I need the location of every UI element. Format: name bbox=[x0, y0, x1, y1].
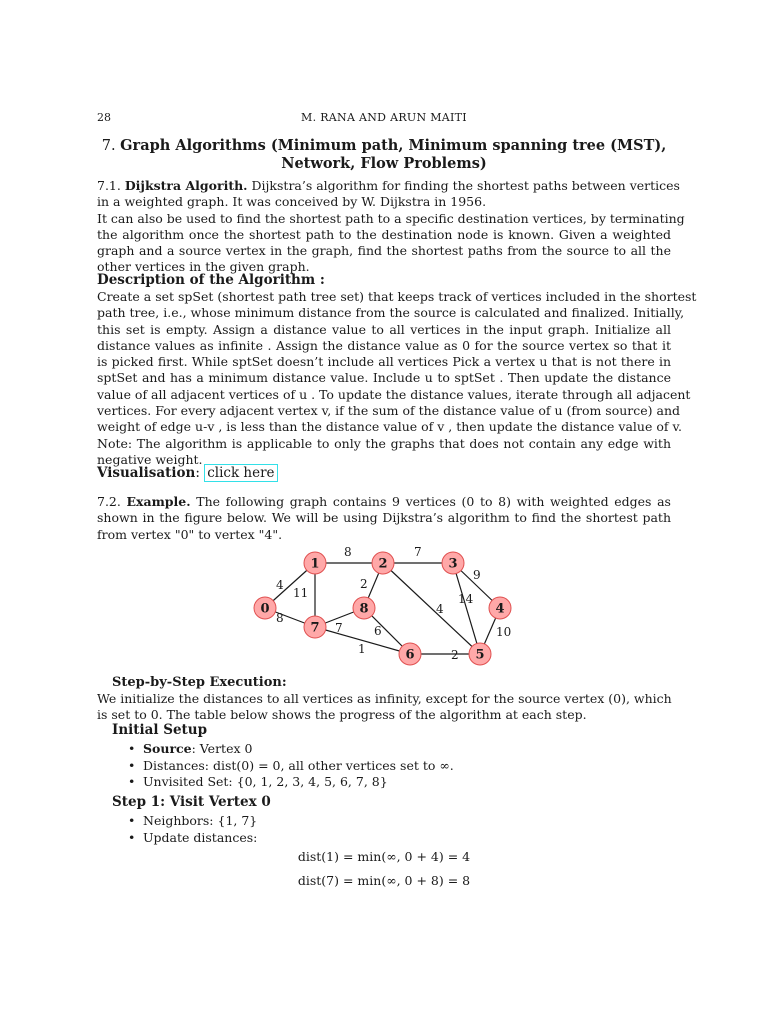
neighbors-text: Neighbors: {1, 7} bbox=[143, 813, 258, 828]
graph-node-5 bbox=[469, 643, 491, 665]
section-title-line2: Network, Flow Problems) bbox=[281, 155, 487, 172]
text: Dijkstra’s algorithm for finding the shortest paths between vertices bbox=[251, 178, 680, 193]
visualisation-link[interactable]: click here bbox=[204, 464, 277, 482]
dijkstra-paragraph bbox=[97, 178, 685, 276]
weighted-graph-figure bbox=[240, 540, 530, 672]
text-line: distance values as infinite . Assign the distance value as 0 for the source vertex so that it bbox=[97, 337, 671, 353]
description-heading: Description of the Algorithm : bbox=[97, 272, 325, 288]
text-line: sptSet and has a minimum distance value. Include u to sptSet . Then update the distance bbox=[97, 370, 671, 386]
graph-node-0 bbox=[254, 597, 276, 619]
section-number: 7. bbox=[101, 138, 116, 154]
node-label: 4 bbox=[495, 601, 505, 617]
text-line: other vertices in the given graph. bbox=[97, 259, 310, 275]
text-line: vertices. For every adjacent vertex v, if the sum of the distance value of u (from source) and bbox=[97, 403, 681, 419]
unvisited-text: Unvisited Set: {0, 1, 2, 3, 4, 5, 6, 7, 8} bbox=[143, 774, 388, 789]
subsection-heading: Dijkstra Algorith. bbox=[124, 178, 248, 193]
visualisation-label: Visualisation bbox=[97, 465, 196, 481]
section-title bbox=[97, 137, 671, 173]
subsection-number: 7.1. bbox=[97, 178, 121, 193]
node-label: 1 bbox=[310, 556, 320, 572]
list-item: • Neighbors: {1, 7} bbox=[128, 813, 258, 828]
example-paragraph bbox=[97, 494, 671, 543]
equation-dist-7: dist(7) = min(∞, 0 + 8) = 8 bbox=[297, 873, 471, 888]
subsection-heading: Example. bbox=[126, 494, 191, 509]
weight-label-1-7: 11 bbox=[293, 586, 309, 600]
node-label: 8 bbox=[359, 601, 369, 617]
step1-list bbox=[128, 813, 257, 846]
text-line: It can also be used to find the shortest path to a specific destination vertices, by terminating bbox=[97, 210, 685, 226]
text-line bbox=[97, 178, 680, 194]
weight-label-6-7: 1 bbox=[358, 642, 366, 656]
text-line: from vertex "0" to vertex "4". bbox=[97, 526, 283, 542]
subsection-number: 7.2. bbox=[97, 494, 121, 509]
equation-dist-1: dist(1) = min(∞, 0 + 4) = 4 bbox=[297, 849, 471, 864]
weight-label-3-4: 9 bbox=[473, 568, 481, 582]
update-text: Update distances: bbox=[143, 829, 258, 845]
running-head: M. RANA AND ARUN MAITI bbox=[301, 111, 467, 124]
node-label: 6 bbox=[405, 647, 415, 663]
text-line: graph and a source vertex in the graph, find the shortest paths from the source to all the bbox=[97, 243, 671, 259]
step1-heading: Step 1: Visit Vertex 0 bbox=[112, 794, 271, 810]
execution-paragraph bbox=[97, 691, 671, 724]
graph-node-8 bbox=[353, 597, 375, 619]
list-item: • Unvisited Set: {0, 1, 2, 3, 4, 5, 6, 7, 8} bbox=[128, 774, 388, 789]
node-label: 2 bbox=[378, 556, 388, 572]
list-item: • Update distances: bbox=[128, 829, 258, 845]
section-title-line1: Graph Algorithms (Minimum path, Minimum spanning tree (MST), bbox=[120, 137, 667, 154]
text-line bbox=[97, 494, 671, 510]
list-item: • Source: Vertex 0 bbox=[128, 741, 253, 756]
text-line: the algorithm once the shortest path to the destination node is known. Given a weighted bbox=[97, 226, 671, 242]
graph-node-2 bbox=[372, 552, 394, 574]
text-line: negative weight. bbox=[97, 451, 203, 467]
weight-label-0-1: 4 bbox=[276, 578, 284, 592]
weight-label-2-3: 7 bbox=[414, 545, 422, 559]
weight-label-0-7: 8 bbox=[276, 611, 284, 625]
weight-label-2-5: 4 bbox=[436, 602, 444, 616]
text-line: is picked first. While sptSet doesn’t include all vertices Pick a vertex u that is not there in bbox=[97, 354, 671, 370]
execution-heading: Step-by-Step Execution: bbox=[112, 675, 287, 690]
weight-label-5-6: 2 bbox=[451, 648, 459, 662]
graph-node-1 bbox=[304, 552, 326, 574]
graph-node-7 bbox=[304, 616, 326, 638]
weight-label-1-2: 8 bbox=[344, 545, 352, 559]
node-label: 0 bbox=[260, 601, 270, 617]
graph-node-3 bbox=[442, 552, 464, 574]
distances-text: Distances: dist(0) = 0, all other vertices set to ∞. bbox=[143, 757, 454, 773]
text-line: this set is empty. Assign a distance value to all vertices in the input graph. Initialize all bbox=[97, 321, 671, 337]
text-line: We initialize the distances to all vertices as infinity, except for the source vertex (0), which bbox=[97, 691, 672, 706]
text-line: weight of edge u-v , is less than the distance value of v , then update the distance value of v. bbox=[97, 419, 682, 435]
source-value: : Vertex 0 bbox=[191, 741, 253, 756]
text-line: Create a set spSet (shortest path tree set) that keeps track of vertices included in the shortest bbox=[97, 289, 697, 304]
graph-node-6 bbox=[399, 643, 421, 665]
visualisation-row bbox=[97, 465, 278, 481]
node-label: 7 bbox=[310, 620, 320, 636]
text-line: path tree, i.e., whose minimum distance from the source is calculated and finalized. Initially, bbox=[97, 305, 685, 321]
text-line: Note: The algorithm is applicable to only the graphs that does not contain any edge with bbox=[97, 435, 671, 451]
weight-label-4-5: 10 bbox=[496, 625, 512, 639]
visualisation-colon: : bbox=[195, 465, 200, 481]
weight-label-2-8: 2 bbox=[360, 577, 368, 591]
initial-setup-list bbox=[128, 741, 454, 791]
list-item: • Distances: dist(0) = 0, all other vertices set to ∞. bbox=[128, 757, 454, 773]
graph-edges bbox=[265, 563, 500, 654]
node-label: 3 bbox=[448, 556, 458, 572]
description-paragraph bbox=[97, 289, 697, 468]
text-line: value of all adjacent vertices of u . To update the distance values, iterate through all adjacent bbox=[97, 386, 691, 402]
page-number: 28 bbox=[97, 111, 111, 124]
text-line: is set to 0. The table below shows the progress of the algorithm at each step. bbox=[97, 707, 587, 723]
text-line: shown in the figure below. We will be using Dijkstra’s algorithm to find the shortest path bbox=[97, 510, 671, 526]
text: The following graph contains 9 vertices (0 to 8) with weighted edges as bbox=[196, 494, 671, 509]
graph-node-4 bbox=[489, 597, 511, 619]
weight-label-3-5: 14 bbox=[458, 592, 474, 606]
edge-2-5 bbox=[383, 563, 480, 654]
text-line: in a weighted graph. It was conceived by W. Dijkstra in 1956. bbox=[97, 194, 487, 210]
initial-setup-heading: Initial Setup bbox=[112, 722, 208, 738]
weight-label-7-8: 7 bbox=[335, 621, 343, 635]
source-label: Source bbox=[143, 741, 192, 756]
weight-label-6-8: 6 bbox=[374, 624, 382, 638]
node-label: 5 bbox=[475, 647, 485, 663]
